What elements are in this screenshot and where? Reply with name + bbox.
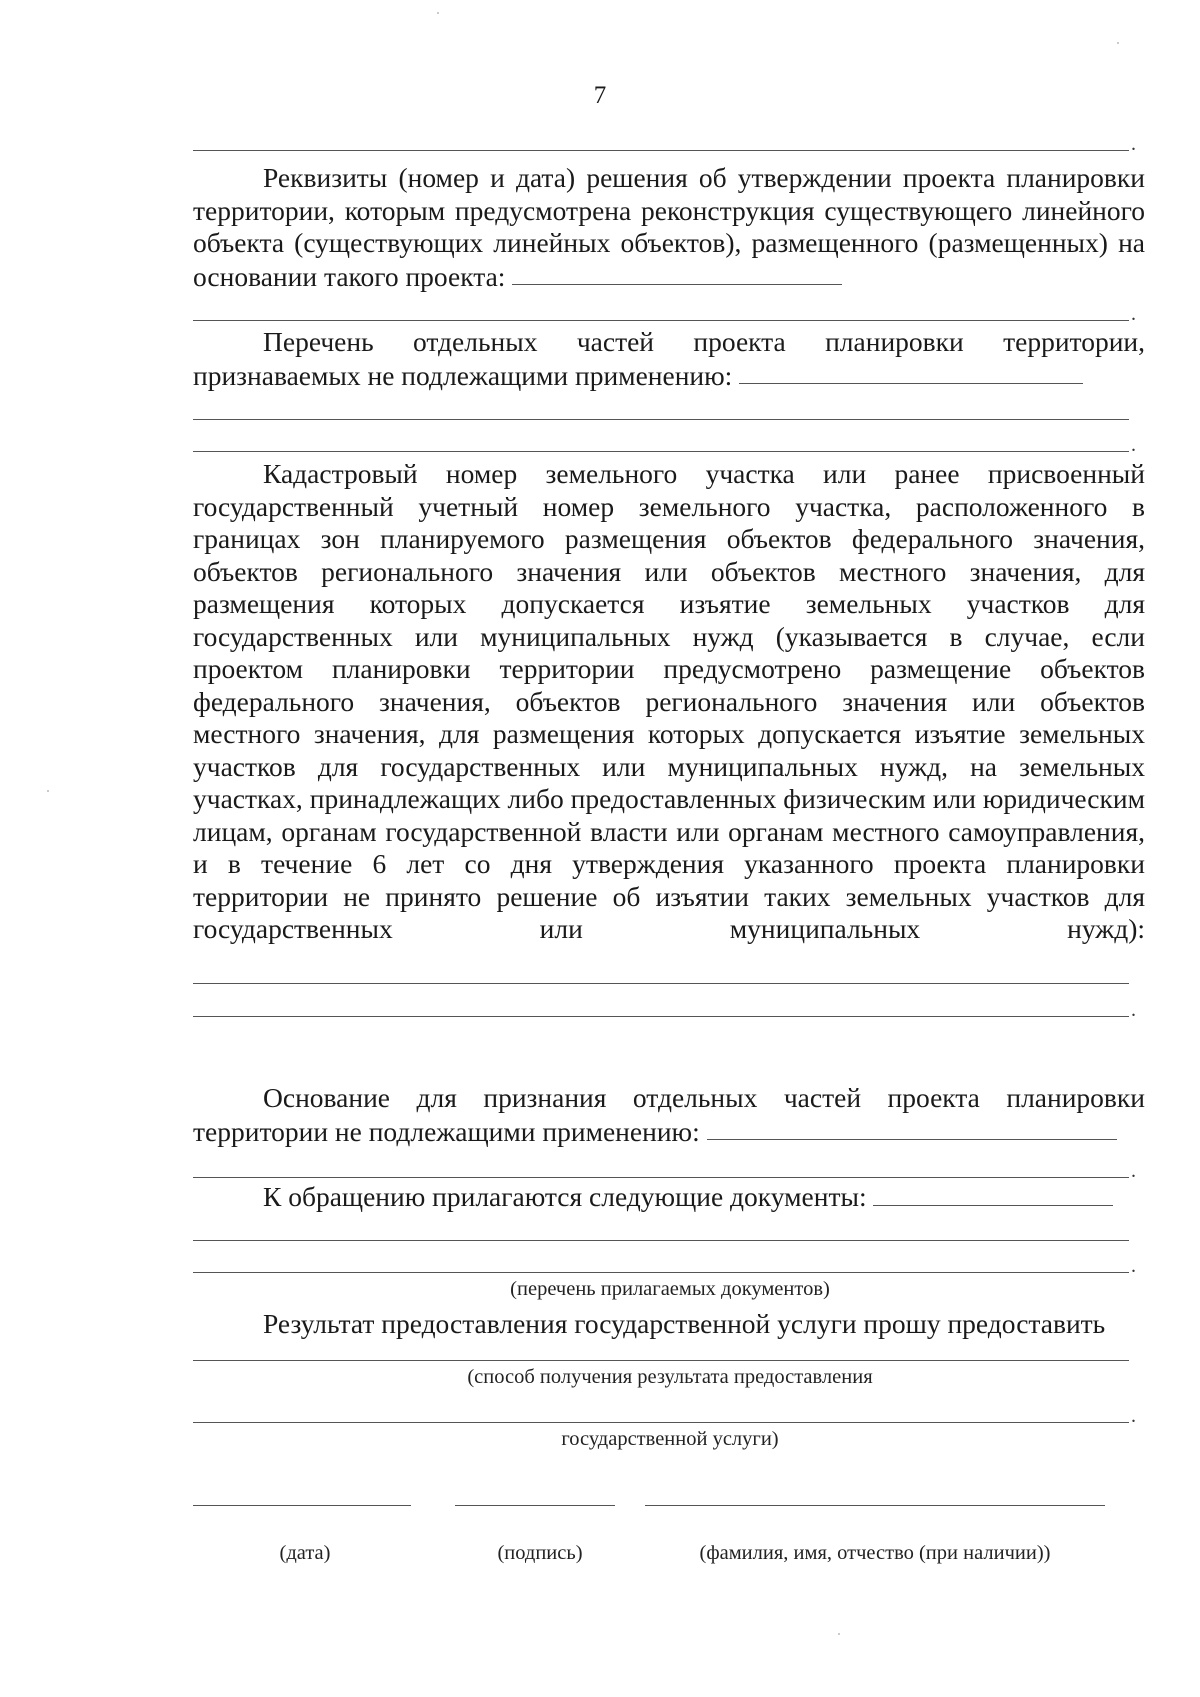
- line-end-period: .: [1131, 434, 1136, 456]
- paragraph-osnovanie: [193, 1082, 1145, 1148]
- fill-line[interactable]: [193, 1240, 1129, 1241]
- paragraph-rekvizity: [193, 162, 1145, 293]
- caption-signature: (подпись): [497, 1542, 583, 1564]
- scan-speck: [838, 1633, 840, 1635]
- fill-line[interactable]: [193, 451, 1129, 452]
- caption-method: (способ получения результата предоставления: [467, 1366, 873, 1388]
- fill-line[interactable]: [707, 1115, 1117, 1141]
- line-end-period: .: [1131, 1160, 1136, 1182]
- fill-line[interactable]: [739, 359, 1083, 385]
- caption-fio: (фамилия, имя, отчество (при наличии)): [699, 1542, 1051, 1564]
- date-line[interactable]: [193, 1505, 411, 1506]
- fill-line[interactable]: [873, 1180, 1113, 1206]
- fill-line[interactable]: [193, 1177, 1129, 1178]
- fill-line[interactable]: [193, 1272, 1129, 1273]
- caption-method-cont: государственной услуги): [561, 1428, 779, 1450]
- fill-line[interactable]: [193, 150, 1129, 151]
- fio-line[interactable]: [645, 1505, 1105, 1506]
- scan-speck: [437, 12, 439, 14]
- line-end-period: .: [1131, 1405, 1136, 1427]
- paragraph-text: Кадастровый номер земельного участка или ранее присвоенный государственный учетный номер земельного участка, расположенного в границах зон планируемого размещения объектов федерального значения, объектов регионального значения или объектов местного значения, для размещения которых допускается изъятие земельных участков для государственных или муниципальных нужд (указывается в случае, если проектом планировки территории предусмотрено размещение объектов федерального значения, объектов регионального значения или объектов местного значения, для размещения которых допускается изъятие земельных участков для государственных или муниципальных нужд, на земельных участках, принадлежащих либо предоставленных физическим или юридическим лицам, органам государственной власти или органам местного самоуправления, и в течение 6 лет со дня утверждения указанного проекта планировки территории не принято решение об изъятии таких земельных участков для государственных или муниципальных нужд):: [193, 458, 1145, 944]
- paragraph-result: [193, 1308, 1145, 1341]
- fill-line[interactable]: [193, 320, 1129, 321]
- signature-line[interactable]: [455, 1505, 615, 1506]
- fill-line[interactable]: [512, 260, 842, 286]
- scan-speck: [47, 790, 49, 792]
- paragraph-documents: [193, 1180, 1145, 1213]
- paragraph-text: Результат предоставления государственной услуги прошу предоставить: [263, 1308, 1106, 1339]
- caption-date: (дата): [279, 1542, 331, 1564]
- fill-line[interactable]: [193, 1016, 1129, 1017]
- fill-line[interactable]: [193, 1422, 1129, 1423]
- caption-documents: (перечень прилагаемых документов): [510, 1278, 830, 1300]
- paragraph-text: Перечень отдельных частей проекта планировки территории, признаваемых не подлежащими применению:: [193, 326, 1145, 391]
- scan-speck: [1117, 42, 1119, 44]
- paragraph-text: Основание для признания отдельных частей проекта планировки территории не подлежащими применению:: [193, 1082, 1145, 1147]
- fill-line[interactable]: [193, 1360, 1129, 1361]
- line-end-period: .: [1131, 133, 1136, 155]
- paragraph-text: Реквизиты (номер и дата) решения об утверждении проекта планировки территории, которым предусмотрена реконструкция существующего линейного объекта (существующих линейных объектов), размещенного (размещенных) на основании такого проекта:: [193, 162, 1145, 292]
- paragraph-text: К обращению прилагаются следующие документы:: [263, 1180, 867, 1212]
- line-end-period: .: [1131, 999, 1136, 1021]
- page-number: 7: [593, 82, 607, 109]
- line-end-period: .: [1131, 1255, 1136, 1277]
- fill-line[interactable]: [193, 419, 1129, 420]
- fill-line[interactable]: [193, 983, 1129, 984]
- line-end-period: .: [1131, 303, 1136, 325]
- paragraph-perechen: [193, 326, 1145, 392]
- paragraph-kadastr: [193, 458, 1145, 946]
